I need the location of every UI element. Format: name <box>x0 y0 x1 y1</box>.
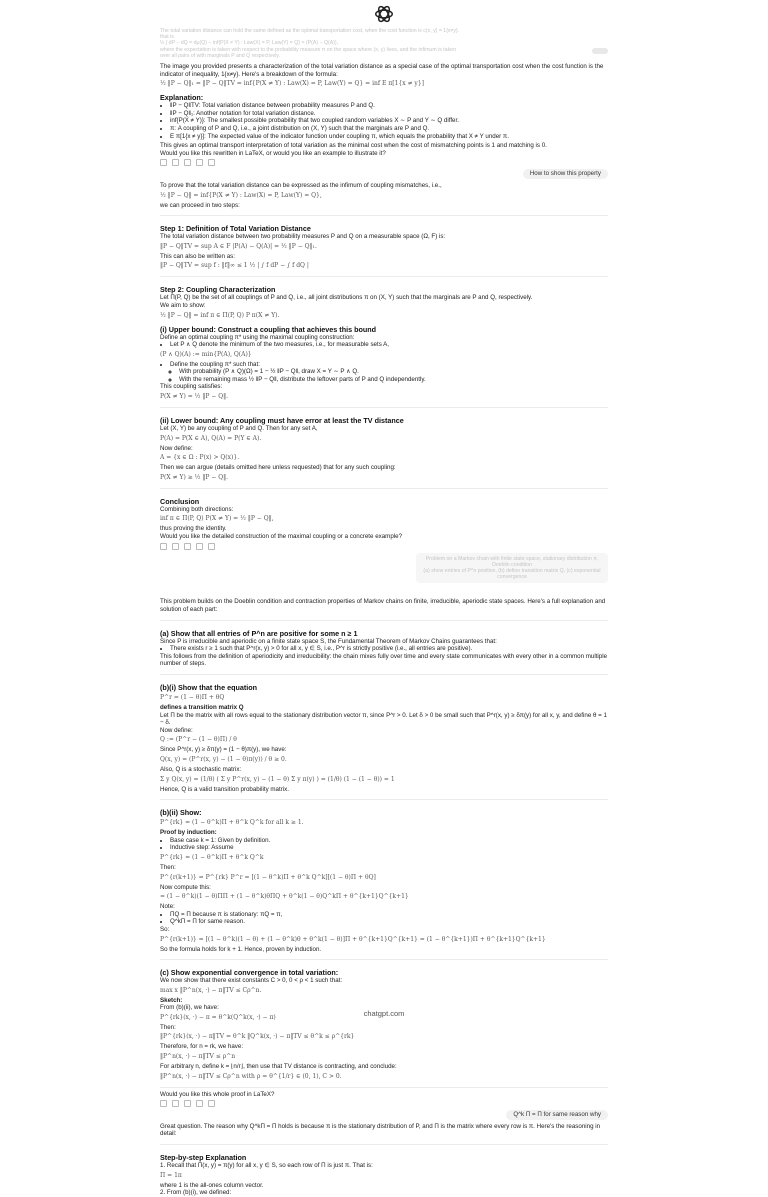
part-c-therefore: Therefore, for n = rk, we have: <box>160 1043 244 1051</box>
part-c-question: Would you like this whole proof in LaTeX? <box>160 1090 275 1098</box>
spacer <box>160 586 608 598</box>
message-actions <box>160 1100 608 1107</box>
part-bi-since: Since P^r(x, y) ≥ δπ(y) = (1 − θ)π(y), we have: <box>160 746 287 754</box>
intro-paragraph: The image you provided presents a characterization of the total variation distance as a special case of the optimal transportation cost when the cost function is the indicator of inequality, 1{x≠y}. Here's a breakdown of the formula: <box>160 63 604 78</box>
conclusion-thus: thus proving the identity. <box>160 525 227 533</box>
step1-text: The total variation distance between two probability measures P and Q on a measurable space (Ω, F) is: <box>160 233 446 241</box>
list-item: • inf{P(X ≠ Y)}: The smallest possible probability that two coupled random variables X ∼ P and Y ∼ Q differ. <box>170 117 608 125</box>
copy-icon[interactable] <box>160 1100 167 1107</box>
assistant-message <box>160 182 608 550</box>
quoted-line: The total variation distance can hold the same defined as the optimal transportation cost, when the cost function is c(x, y) = 1{x≠y}. <box>160 28 460 34</box>
part-bii-heading: (b)(ii) Show: <box>160 808 202 818</box>
part-c-arbitrary: For arbitrary n, define k = ⌊n/r⌋, then use that TV distance is contracting, and conclude: <box>160 1063 397 1071</box>
part-a-follow: This follows from the definition of aperiodicity and irreducibility: the chain mixes fully over time and every state communicates with every other in a common multiple number of steps. <box>160 652 608 668</box>
explanation-heading: Step-by-step Explanation <box>160 1153 247 1163</box>
part-bii-so: So: <box>160 925 170 933</box>
conclusion-heading: Conclusion <box>160 496 200 506</box>
latex-question-section <box>160 1087 608 1108</box>
part-bi-formula-4: Σ y Q(x, y) = (1/θ) ( Σ y P^r(x, y) − (1 − θ) Σ y π(y) ) = (1/θ) (1 − (1 − θ)) = 1 <box>160 775 395 783</box>
list-item <box>170 361 608 384</box>
quoted-line: ½ ∫ dP − dQ = dμ(Q) − inf{P(X ≠ Y) : Law(X) = P, Law(Y) = Q} = (P(A) − Q(A)), <box>160 40 339 47</box>
quoted-line: over all pairs of with marginals P and Q respectively. <box>160 52 281 59</box>
part-bii-compute: Now compute this: <box>160 883 211 891</box>
message-actions <box>160 543 608 550</box>
follow-up-question: Would you like this rewritten in LaTeX, or would you like an example to illustrate it? <box>160 149 386 157</box>
part-c-sketch: Sketch: <box>160 996 183 1004</box>
part-bii-formula: P^{rk} = (1 − θ^k)Π + θ^k Q^k for all k ≥ 1. <box>160 819 304 827</box>
assistant-message <box>160 63 608 166</box>
lower-bound-argue: Then we can argue (details omitted here unless requested) that for any such coupling: <box>160 464 396 472</box>
step2-text: Let Π(P, Q) be the set of all couplings of P and Q, i.e., all joint distributions π on (X, Y) such that the marginals are P and Q, respectively. <box>160 294 533 302</box>
part-bii-formula-3: P^{r(k+1)} = P^{rk} P^r = [(1 − θ^k)Π + θ^k Q^k][(1 − θ)Π + θQ] <box>160 873 376 881</box>
part-bi-also: Also, Q is a stochastic matrix: <box>160 765 242 773</box>
lower-bound-define: Now define: <box>160 444 193 452</box>
part-bii-holds: So the formula holds for k + 1. Hence, proven by induction. <box>160 945 322 953</box>
answer-opening: Great question. The reason why Q^kΠ = Π holds is because π is the stationary distribution of P, and Π is the matrix where every row is π. Here's the reasoning in detail: <box>160 1122 601 1138</box>
list-item: • Inductive step: Assume <box>170 844 608 852</box>
quoted-line: that is <box>160 34 174 41</box>
explanation-list <box>160 102 608 140</box>
part-bi-formula-3: Q(x, y) = (P^r(x, y) − (1 − θ)π(y)) / θ ≥ 0. <box>160 755 287 763</box>
step1-formula: ‖P − Q‖TV = sup A ∈ F |P(A) − Q(A)| = ½ ‖P − Q‖₁. <box>160 242 317 250</box>
part-c-formula-5: ‖P^n(x, ·) − π‖TV ≤ Cρ^n with ρ = θ^{1/r} ∈ (0, 1), C > 0. <box>160 1072 342 1080</box>
part-bii-list <box>160 837 608 852</box>
part-a-text: Since P is irreducible and aperiodic on a finite state space S, the Fundamental Theorem of Markov Chains guarantees that: <box>160 637 497 645</box>
answer-opening: To prove that the total variation distance can be expressed as the infimum of coupling mismatches, i.e., <box>160 181 442 189</box>
user-message-row <box>160 1110 608 1120</box>
step2-formula: ½ ‖P − Q‖ = inf π ∈ Π(P, Q) P π(X ≠ Y). <box>160 311 280 319</box>
speaker-icon[interactable] <box>196 1100 203 1107</box>
part-c-formula-2: P^{rk}(x, ·) − π = θ^k(Q^k(x, ·) − π) <box>160 1013 276 1021</box>
sub-list <box>170 368 608 383</box>
explanation-where: where 1 is the all-ones column vector. <box>160 1181 264 1189</box>
regenerate-icon[interactable] <box>208 543 215 550</box>
list-item: ◦ With the remaining mass ½ ‖P − Q‖, distribute the leftover parts of P and Q independently. <box>179 376 608 384</box>
explanation-section <box>160 1144 608 1197</box>
part-bi-section <box>160 674 608 793</box>
step1-also: This can also be written as: <box>160 252 235 260</box>
part-bi-defines: defines a transition matrix Q <box>160 704 244 712</box>
lower-bound-formula-2: A = {x ∈ Ω : P(x) > Q(x)}. <box>160 454 240 462</box>
conclusion-formula: inf π ∈ Π(P, Q) P(X ≠ Y) = ½ ‖P − Q‖, <box>160 515 274 523</box>
speaker-icon[interactable] <box>196 159 203 166</box>
lower-bound-formula: P(A) = P(X ∈ A), Q(A) = P(Y ∈ A). <box>160 434 262 442</box>
quoted-line: where the expectation is taken with respect to the probability measure π on the space where (x, y) lives, and the infimum is taken <box>160 46 456 53</box>
regenerate-icon[interactable] <box>208 1100 215 1107</box>
upper-bound-satisfies: This coupling satisfies: <box>160 383 223 391</box>
upper-bound-formula: (P ∧ Q)(A) := min{P(A), Q(A)} <box>160 350 252 358</box>
list-item: • ‖P − Q‖₁: Another notation for total variation distance. <box>170 110 608 118</box>
part-bii-then: Then: <box>160 863 176 871</box>
part-c-section <box>160 959 608 1081</box>
explanation-item: 2. From (b)(i), we defined: <box>160 1189 232 1197</box>
lower-bound-section <box>160 407 608 482</box>
upper-bound-heading: (i) Upper bound: Construct a coupling that achieves this bound <box>160 324 377 334</box>
thumbs-up-icon[interactable] <box>172 159 179 166</box>
list-item: ◦ With probability (P ∧ Q)(Ω) = 1 − ½ ‖P − Q‖, draw X = Y ∼ P ∧ Q. <box>179 368 608 376</box>
part-bi-formula-2: Q := (P^r − (1 − θ)Π) / θ <box>160 736 237 744</box>
assistant-message <box>160 598 608 1107</box>
openai-logo-icon[interactable] <box>373 3 395 25</box>
part-c-formula-4: ‖P^n(x, ·) − π‖TV ≤ ρ^n <box>160 1053 236 1061</box>
thumbs-down-icon[interactable] <box>184 543 191 550</box>
part-bii-section <box>160 799 608 953</box>
thumbs-down-icon[interactable] <box>184 1100 191 1107</box>
part-c-then: Then: <box>160 1023 176 1031</box>
part-c-formula: max x ‖P^n(x, ·) − π‖TV ≤ Cρ^n. <box>160 986 262 994</box>
attachment-line: Problem on a Markov chain with finite state space, stationary distribution π, Doeblin condition <box>425 555 599 568</box>
explanation-heading: Explanation: <box>160 93 204 103</box>
thumbs-down-icon[interactable] <box>184 159 191 166</box>
thumbs-up-icon[interactable] <box>172 1100 179 1107</box>
quoted-image-text <box>160 28 608 59</box>
upper-bound-text: Define an optimal coupling π* using the maximal coupling construction: <box>160 333 355 341</box>
step2-section <box>160 276 608 401</box>
step1-section <box>160 215 608 270</box>
step1-heading: Step 1: Definition of Total Variation Distance <box>160 224 311 234</box>
explanation-item: 1. Recall that Π(x, y) = π(y) for all x, y ∈ S, so each row of Π is just π. That is: <box>160 1162 373 1170</box>
user-message-row <box>160 169 608 179</box>
answer-opening: This problem builds on the Doeblin condition and contraction properties of Markov chains on finite, irreducible, aperiodic state spaces. Here's a full explanation and solution of each part: <box>160 598 606 614</box>
lower-bound-heading: (ii) Lower bound: Any coupling must have error at least the TV distance <box>160 416 404 426</box>
user-message: Q^k Π = Π for same reason why <box>506 1110 608 1120</box>
list-item: • Base case k = 1: Given by definition. <box>170 837 608 845</box>
message-actions <box>160 159 608 166</box>
speaker-icon[interactable] <box>196 543 203 550</box>
answer-formula: ½ ‖P − Q‖ = inf{P(X ≠ Y) : Law(X) = P, Law(Y) = Q}, <box>160 191 322 199</box>
attachment-line: (a) show entries of P^n positive, (b) define transition matrix Q, (c) exponential convergence <box>423 568 601 581</box>
list-item-text: Define the coupling π* such that: <box>170 360 260 368</box>
intro-formula: ½ ‖P − Q‖₁ = ‖P − Q‖TV = inf{P(X ≠ Y) : Law(X) = P, Law(Y) = Q} = inf E π[1{x ≠ y}] <box>160 80 424 88</box>
list-item: • Q^kΠ = Π for same reason. <box>170 918 608 926</box>
list-item: • Let P ∧ Q denote the minimum of the two measures, i.e., for measurable sets A, <box>170 341 608 349</box>
part-bii-formula-4: = (1 − θ^k)(1 − θ)ΠΠ + (1 − θ^k)θΠQ + θ^k(1 − θ)Q^kΠ + θ^{k+1}Q^{k+1} <box>160 893 409 901</box>
copy-icon[interactable] <box>160 543 167 550</box>
part-bi-heading: (b)(i) Show that the equation <box>160 683 258 693</box>
part-bii-formula-2: P^{rk} = (1 − θ^k)Π + θ^k Q^k <box>160 853 264 861</box>
part-c-from: From (b)(ii), we have: <box>160 1004 219 1012</box>
list-item: • There exists r ≥ 1 such that P^r(x, y) > 0 for all x, y ∈ S, i.e., P^r is strictly positive (i.e., all entries are positive). <box>170 645 608 653</box>
part-bii-proof: Proof by induction: <box>160 829 217 837</box>
upper-bound-formula-2: P(X ≠ Y) = ½ ‖P − Q‖. <box>160 393 229 401</box>
assistant-message <box>160 1123 608 1197</box>
list-item: • E π[1{x ≠ y}]: The expected value of the indicator function under coupling π, which equals the probability that X ≠ Y under π. <box>170 133 608 141</box>
part-bi-hence: Hence, Q is a valid transition probability matrix. <box>160 785 289 793</box>
list-item: • π: A coupling of P and Q, i.e., a joint distribution on (X, Y) such that the marginals are P and Q. <box>170 125 608 133</box>
list-item: • ΠQ = Π because π is stationary: πQ = π, <box>170 911 608 919</box>
copy-icon[interactable] <box>160 159 167 166</box>
explanation-formula: Π = 1π <box>160 1171 182 1179</box>
part-a-heading: (a) Show that all entries of P^n are positive for some n ≥ 1 <box>160 628 358 638</box>
conclusion-text: Combining both directions: <box>160 505 234 513</box>
user-message-row <box>160 553 608 584</box>
thumbs-up-icon[interactable] <box>172 543 179 550</box>
conclusion-section <box>160 488 608 541</box>
part-c-formula-3: ‖P^{rk}(x, ·) − π‖TV = θ^k ‖Q^k(x, ·) − π‖TV ≤ θ^k ≤ ρ^{rk} <box>160 1033 355 1041</box>
part-bii-formula-5: P^{r(k+1)} = [(1 − θ^k)(1 − θ) + (1 − θ^k)θ + θ^k(1 − θ)]Π + θ^{k+1}Q^{k+1} = (1 − θ^{k+1})Π + θ^{k+1}Q^{k+1} <box>160 935 546 943</box>
part-bi-now: Now define: <box>160 726 193 734</box>
top-bar <box>0 0 768 28</box>
part-bi-formula: P^r = (1 − θ)Π + θQ <box>160 694 225 702</box>
part-c-text: We now show that there exist constants C > 0, 0 < ρ < 1 such that: <box>160 977 343 985</box>
conclusion-question: Would you like the detailed construction of the maximal coupling or a concrete example? <box>160 533 403 541</box>
part-bii-note: Note: <box>160 903 175 911</box>
part-c-heading: (c) Show exponential convergence in total variation: <box>160 968 339 978</box>
upper-bound-list-2 <box>160 361 608 384</box>
closing-paragraph: This gives an optimal transport interpretation of total variation as the minimal cost when the cost of mismatching points is 1 and matching is 0. <box>160 142 547 150</box>
user-message: How to show this property <box>523 169 608 179</box>
user-attachment[interactable] <box>416 553 608 584</box>
upper-bound-list <box>160 341 608 349</box>
step2-aim: We aim to show: <box>160 301 206 309</box>
regenerate-icon[interactable] <box>208 159 215 166</box>
lower-bound-formula-3: P(X ≠ Y) ≥ ½ ‖P − Q‖. <box>160 473 229 481</box>
part-bi-text: Let Π be the matrix with all rows equal to the stationary distribution vector π, since P^r > 0. Let δ > 0 be small such that P^r(x, y) ≥ δπ(y) for all x, y, and define θ = 1 − δ. <box>160 711 607 727</box>
part-a-list <box>160 645 608 653</box>
part-bii-notes <box>160 911 608 926</box>
list-item: • ‖P − Q‖TV: Total variation distance between probability measures P and Q. <box>170 102 608 110</box>
step2-heading: Step 2: Coupling Characterization <box>160 285 276 295</box>
step1-formula-2: ‖P − Q‖TV = sup f : ‖f‖∞ ≤ 1 ½ | ∫ f dP − ∫ f dQ | <box>160 262 309 270</box>
footer-domain: chatgpt.com <box>363 1009 405 1018</box>
lower-bound-text: Let (X, Y) be any coupling of P and Q. Then for any set A, <box>160 425 318 433</box>
steps-intro: we can proceed in two steps: <box>160 201 240 209</box>
part-a-section <box>160 620 608 668</box>
